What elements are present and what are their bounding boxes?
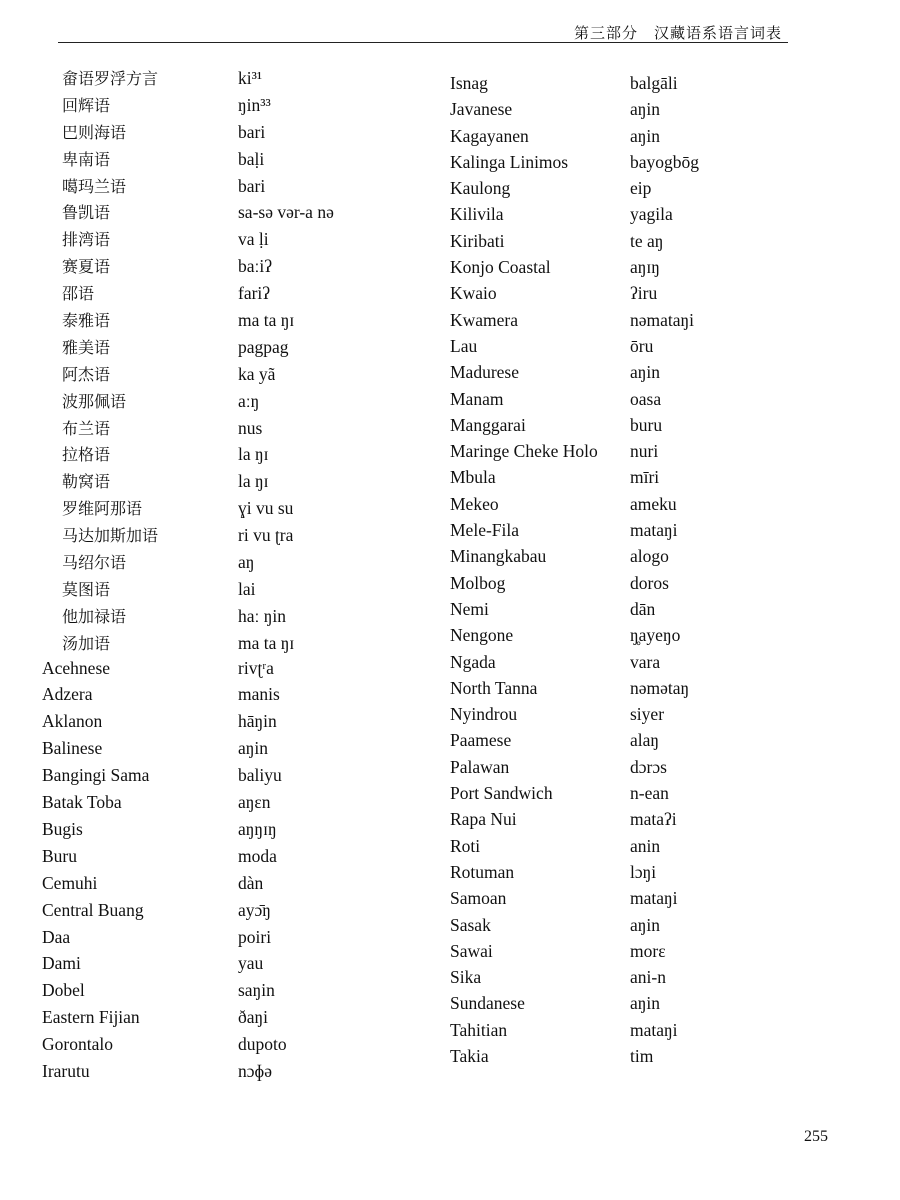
word-form: hāŋin (238, 711, 277, 732)
language-name: Aklanon (42, 711, 103, 732)
language-name: 拉格语 (62, 445, 111, 465)
word-entry (42, 738, 402, 765)
language-name: Gorontalo (42, 1034, 113, 1055)
word-form: lai (238, 578, 256, 599)
word-form: ma ta ŋɪ (238, 632, 295, 653)
word-entry (450, 967, 810, 993)
language-name: Kagayanen (450, 125, 529, 146)
language-name: Rapa Nui (450, 809, 517, 830)
word-form: bari (238, 175, 266, 196)
language-name: 回辉语 (62, 95, 111, 115)
word-form: buru (630, 414, 663, 435)
language-name: Ngada (450, 651, 496, 672)
word-form: va ḷi (238, 229, 269, 250)
word-entry (42, 927, 402, 954)
language-name: Javanese (450, 99, 513, 120)
word-form: balgāli (630, 73, 678, 93)
word-entry (450, 862, 810, 888)
language-name: 巴则海语 (62, 122, 127, 142)
language-name: Kwaio (450, 283, 497, 304)
word-form: la ŋɪ (238, 444, 269, 465)
language-name: 波那佩语 (62, 391, 127, 411)
word-entry (450, 757, 810, 783)
language-name: Irarutu (42, 1060, 90, 1081)
word-form: nəmataŋi (630, 309, 695, 330)
running-header: 第三部分 汉藏语系语言词表 (573, 24, 782, 42)
language-name: Konjo Coastal (450, 257, 551, 278)
language-name: Mekeo (450, 493, 499, 514)
language-name: 邵语 (62, 284, 95, 304)
word-form: aŋin (630, 993, 661, 1014)
language-name: Kiribati (450, 230, 505, 251)
word-entry (450, 415, 810, 441)
word-entry (450, 520, 810, 546)
language-name: Acehnese (42, 657, 111, 678)
word-form: rivʈʳa (238, 657, 274, 678)
word-entry (450, 809, 810, 835)
word-entry (42, 174, 402, 201)
word-form: baliyu (238, 765, 282, 786)
language-name: Kaulong (450, 178, 511, 199)
word-form: aŋŋɪŋ (238, 818, 277, 839)
language-name: Palawan (450, 756, 510, 777)
word-form: nuri (630, 441, 659, 462)
word-form: ma ta ŋɪ (238, 310, 295, 331)
language-name: Batak Toba (42, 792, 122, 813)
word-entry (450, 1020, 810, 1046)
language-name: 马绍尔语 (62, 553, 127, 573)
word-entry (42, 980, 402, 1007)
word-form: yau (238, 953, 264, 974)
word-form: aŋɪŋ (630, 257, 660, 278)
word-entry (450, 467, 810, 493)
language-name: Sawai (450, 940, 493, 961)
language-name: 泰雅语 (62, 311, 111, 331)
language-name: Cemuhi (42, 872, 98, 893)
word-entry (450, 704, 810, 730)
word-form: aŋin (630, 99, 661, 120)
language-name: Minangkabau (450, 546, 547, 567)
language-name: Bugis (42, 818, 83, 839)
word-form: baːiʔ (238, 256, 273, 277)
word-form: dɔrɔs (630, 756, 667, 777)
word-entry (42, 577, 402, 604)
word-form: tim (630, 1045, 654, 1066)
word-form: saŋin (238, 980, 275, 1001)
language-name: 排湾语 (62, 230, 111, 250)
word-form: aŋin (630, 362, 661, 383)
word-entry (42, 93, 402, 120)
word-entry (42, 658, 402, 685)
word-form: te aŋ (630, 230, 664, 251)
word-entry (42, 66, 402, 93)
word-entry (42, 1007, 402, 1034)
word-entry (450, 836, 810, 862)
left-word-column (42, 66, 402, 1088)
word-entry (450, 625, 810, 651)
word-form: anin (630, 835, 661, 856)
language-name: 汤加语 (62, 633, 111, 653)
language-name: Manam (450, 388, 504, 409)
language-name: Balinese (42, 738, 103, 759)
word-form: n-ean (630, 783, 669, 804)
word-entry (450, 652, 810, 678)
language-name: Maringe Cheke Holo (450, 441, 598, 462)
language-name: Bangingi Sama (42, 765, 150, 786)
language-name: Samoan (450, 888, 507, 909)
word-form: aːŋ (238, 390, 260, 411)
word-entry (450, 152, 810, 178)
language-name: 噶玛兰语 (62, 176, 127, 196)
language-name: Nyindrou (450, 704, 518, 725)
word-entry (42, 442, 402, 469)
word-form: aŋ (238, 552, 255, 573)
word-form: manis (238, 684, 280, 705)
word-form: mataŋi (630, 888, 678, 909)
word-form: ani-n (630, 967, 666, 988)
language-name: 赛夏语 (62, 257, 111, 277)
word-entry (42, 120, 402, 147)
word-entry (42, 765, 402, 792)
word-entry (450, 310, 810, 336)
language-name: Sundanese (450, 993, 525, 1014)
word-entry (42, 684, 402, 711)
word-form: ŋ̥ayeŋo (630, 625, 681, 646)
language-name: Kilivila (450, 204, 504, 225)
word-entry (450, 783, 810, 809)
word-form: ayɔ̄ŋ (238, 899, 271, 920)
word-form: mīri (630, 467, 660, 488)
word-form: ʔiru (630, 283, 658, 304)
word-form: aŋin (630, 914, 661, 935)
word-form: moda (238, 845, 277, 866)
word-form: ŋin³³ (238, 94, 271, 115)
language-name: Buru (42, 845, 77, 866)
word-entry (450, 283, 810, 309)
word-form: ɣi vu su (238, 498, 294, 519)
word-entry (450, 126, 810, 152)
word-entry (42, 550, 402, 577)
word-entry (450, 888, 810, 914)
word-entry (450, 257, 810, 283)
header-rule (58, 42, 788, 43)
word-entry (450, 441, 810, 467)
word-entry (42, 953, 402, 980)
word-form: nus (238, 417, 263, 438)
word-entry (450, 178, 810, 204)
language-name: Paamese (450, 730, 512, 751)
language-name: Rotuman (450, 861, 515, 882)
word-form: aŋɛn (238, 792, 271, 813)
language-name: Manggarai (450, 414, 526, 435)
word-entry (42, 335, 402, 362)
word-entry (450, 362, 810, 388)
right-word-column (450, 73, 810, 1072)
word-form: pagpag (238, 336, 289, 357)
word-entry (450, 941, 810, 967)
language-name: 鲁凯语 (62, 203, 111, 223)
word-entry (450, 204, 810, 230)
word-entry (450, 678, 810, 704)
word-form: yagila (630, 204, 673, 225)
word-form: siyer (630, 704, 665, 725)
word-entry (42, 147, 402, 174)
word-form: dupoto (238, 1034, 287, 1055)
word-form: morɛ (630, 940, 666, 961)
language-name: Kalinga Linimos (450, 151, 569, 172)
word-entry (450, 389, 810, 415)
word-entry (42, 416, 402, 443)
word-form: ōru (630, 335, 654, 356)
word-entry (42, 308, 402, 335)
language-name: Lau (450, 335, 478, 356)
word-form: mataŋi (630, 1019, 678, 1040)
language-name: 布兰语 (62, 418, 111, 438)
word-form: doros (630, 572, 669, 593)
word-entry (450, 336, 810, 362)
word-entry (450, 494, 810, 520)
word-entry (42, 362, 402, 389)
language-name: 勒窝语 (62, 472, 111, 492)
word-entry (42, 254, 402, 281)
word-entry (450, 73, 810, 99)
word-form: oasa (630, 388, 662, 409)
word-form: aŋin (238, 738, 269, 759)
word-form: sa-sə vər-a nə (238, 202, 334, 223)
language-name: Kwamera (450, 309, 519, 330)
language-name: 莫图语 (62, 579, 111, 599)
word-entry (42, 792, 402, 819)
language-name: 卑南语 (62, 149, 111, 169)
word-form: fariʔ (238, 283, 271, 304)
word-entry (450, 993, 810, 1019)
word-form: la ŋɪ (238, 471, 269, 492)
word-entry (42, 604, 402, 631)
language-name: Roti (450, 835, 481, 856)
word-entry (450, 573, 810, 599)
word-form: vara (630, 651, 661, 672)
word-form: bari (238, 121, 266, 142)
word-entry (42, 227, 402, 254)
word-form: alaŋ (630, 730, 660, 751)
word-form: haː ŋin (238, 605, 287, 626)
word-entry (42, 496, 402, 523)
word-entry (450, 915, 810, 941)
word-form: ameku (630, 493, 677, 514)
word-entry (450, 546, 810, 572)
word-form: bayogbōg (630, 151, 700, 172)
language-name: Dobel (42, 980, 85, 1001)
word-entry (42, 1034, 402, 1061)
word-entry (42, 846, 402, 873)
language-name: Tahitian (450, 1019, 508, 1040)
word-entry (42, 900, 402, 927)
word-form: ki³¹ (238, 68, 263, 88)
language-name: Eastern Fijian (42, 1007, 140, 1028)
page-number: 255 (804, 1128, 828, 1145)
word-entry (42, 631, 402, 658)
word-entry (450, 599, 810, 625)
language-name: 马达加斯加语 (62, 526, 159, 546)
word-form: mataʔi (630, 809, 677, 830)
language-name: Madurese (450, 362, 520, 383)
word-form: lɔŋi (630, 861, 657, 882)
word-form: eip (630, 178, 652, 199)
word-form: dān (630, 598, 656, 619)
word-form: baḷi (238, 148, 265, 169)
language-name: Sasak (450, 914, 491, 935)
language-name: Molbog (450, 572, 506, 593)
language-name: Adzera (42, 684, 93, 705)
language-name: Daa (42, 926, 71, 947)
word-form: dàn (238, 872, 264, 893)
word-entry (42, 1061, 402, 1088)
word-entry (450, 730, 810, 756)
language-name: Nengone (450, 625, 514, 646)
language-name: 罗维阿那语 (62, 499, 143, 519)
word-entry (42, 819, 402, 846)
language-name: 畲语罗浮方言 (62, 69, 159, 88)
word-form: poiri (238, 926, 272, 947)
word-form: mataŋi (630, 520, 678, 541)
language-name: 阿杰语 (62, 364, 111, 384)
word-form: nəmətaŋ (630, 677, 690, 698)
language-name: Sika (450, 967, 482, 988)
word-form: nɔɸə (238, 1060, 272, 1081)
language-name: Isnag (450, 73, 488, 93)
word-entry (42, 711, 402, 738)
word-form: ri vu ʈra (238, 525, 294, 546)
word-entry (42, 200, 402, 227)
word-entry (450, 1046, 810, 1072)
language-name: North Tanna (450, 677, 538, 698)
word-entry (450, 231, 810, 257)
language-name: Port Sandwich (450, 783, 553, 804)
word-form: aŋin (630, 125, 661, 146)
word-form: alogo (630, 546, 669, 567)
word-form: ðaŋi (238, 1007, 269, 1028)
language-name: 雅美语 (62, 337, 111, 357)
language-name: Mele-Fila (450, 520, 520, 541)
language-name: Dami (42, 953, 81, 974)
word-entry (450, 99, 810, 125)
word-entry (42, 873, 402, 900)
word-entry (42, 469, 402, 496)
language-name: Central Buang (42, 899, 144, 920)
word-entry (42, 523, 402, 550)
word-entry (42, 281, 402, 308)
language-name: Nemi (450, 598, 489, 619)
language-name: Mbula (450, 467, 496, 488)
word-entry (42, 389, 402, 416)
language-name: 他加禄语 (62, 606, 127, 626)
language-name: Takia (450, 1045, 489, 1066)
word-form: ka yã (238, 363, 276, 384)
